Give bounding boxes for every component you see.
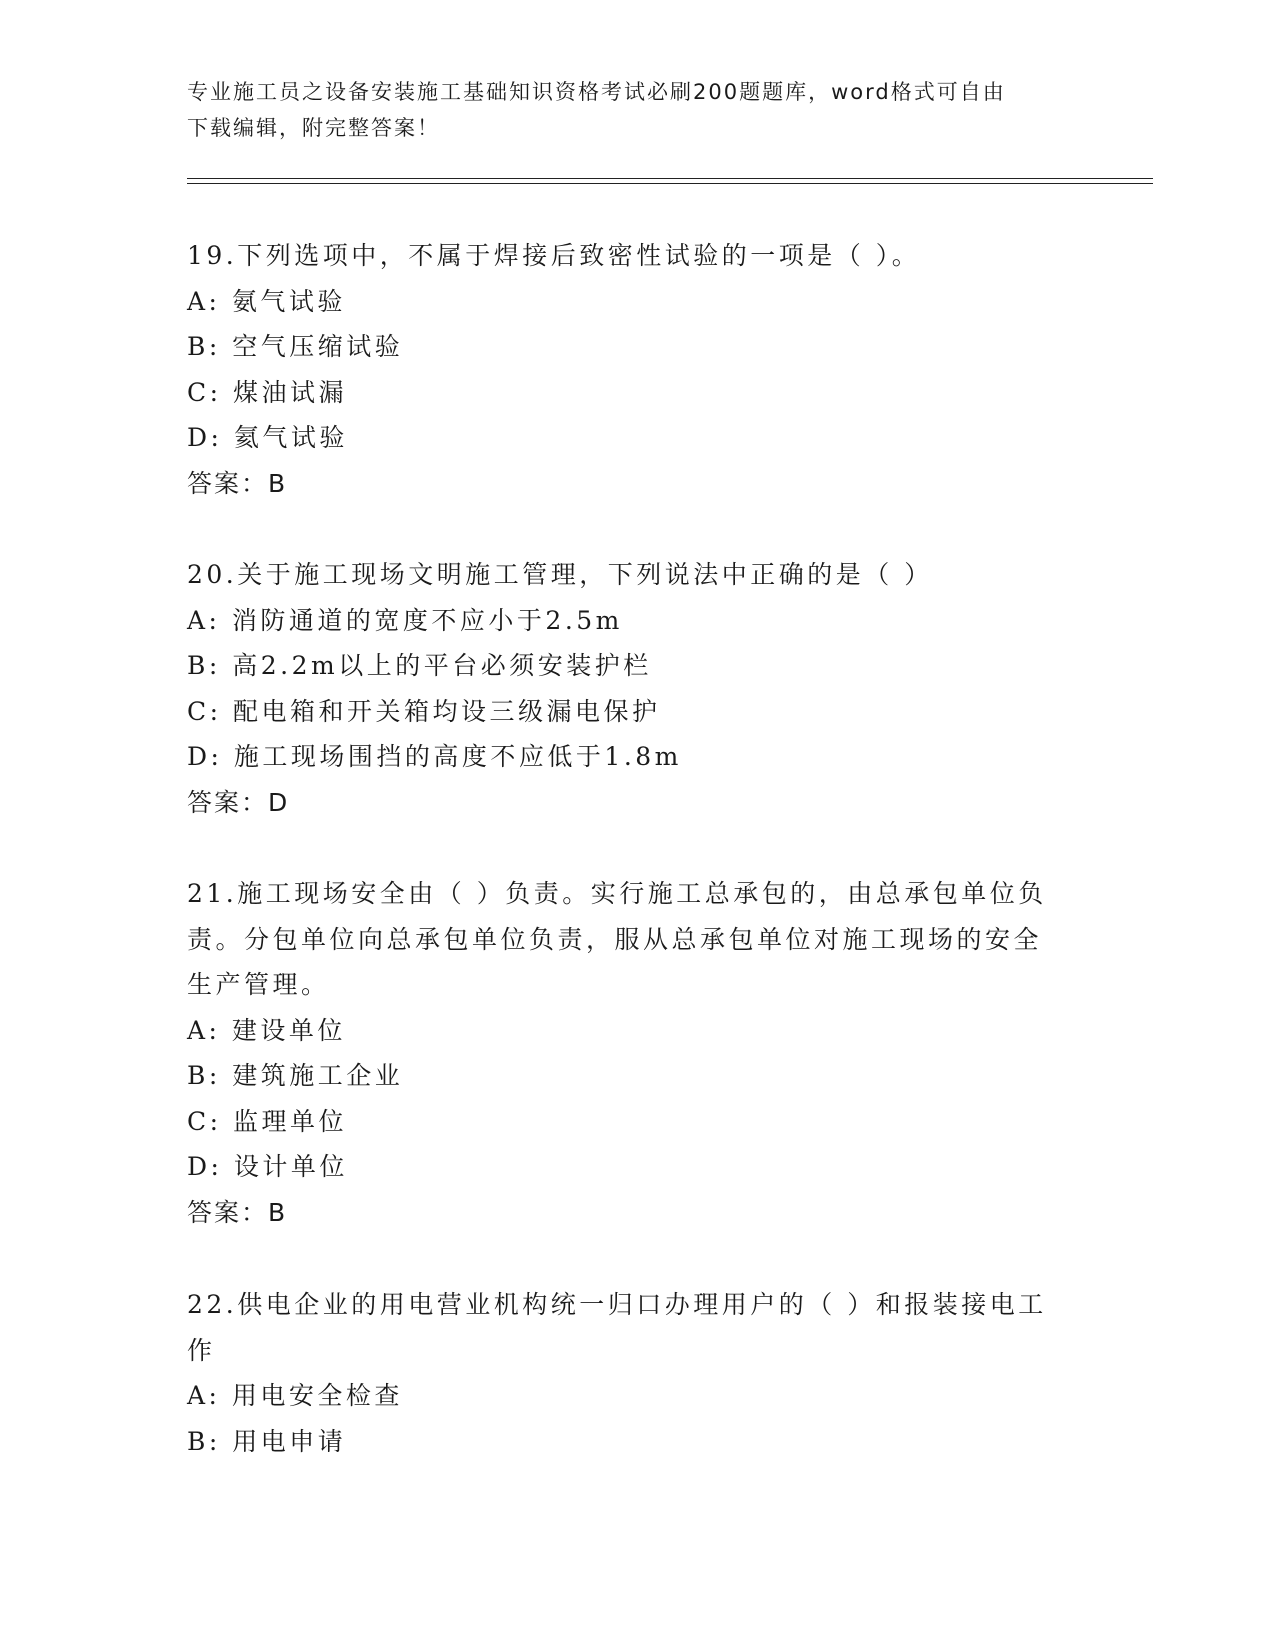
question-stem: 19.下列选项中，不属于焊接后致密性试验的一项是（ ）。 xyxy=(187,241,921,270)
header-divider-bottom xyxy=(187,183,1153,184)
header-line-2: 下载编辑，附完整答案！ xyxy=(187,116,440,140)
question-block xyxy=(187,1282,1067,1464)
answer-key: 答案：B xyxy=(187,468,288,498)
option-b: B: 用电申请 xyxy=(187,1426,347,1456)
option-d: D: 施工现场围挡的高度不应低于1.8m xyxy=(187,742,682,771)
option-a: A: 用电安全检查 xyxy=(187,1381,403,1410)
answer-key: 答案：D xyxy=(187,787,290,817)
option-a: A: 建设单位 xyxy=(187,1015,346,1045)
question-stem-line-2: 责。分包单位向总承包单位负责，服从总承包单位对施工现场的安全 xyxy=(187,924,1043,954)
option-b: B: 空气压缩试验 xyxy=(187,332,404,361)
question-stem-line-2: 作 xyxy=(187,1335,216,1365)
question-stem-line-3: 生产管理。 xyxy=(187,970,330,999)
question-stem-line-1: 21.施工现场安全由（ ）负责。实行施工总承包的，由总承包单位负 xyxy=(187,879,1047,908)
option-b: B: 建筑施工企业 xyxy=(187,1061,404,1090)
question-stem: 20.关于施工现场文明施工管理，下列说法中正确的是（ ） xyxy=(187,560,933,589)
question-block xyxy=(187,552,1067,825)
document-header xyxy=(187,74,1067,146)
question-stem-line-1: 22.供电企业的用电营业机构统一归口办理用户的（ ）和报装接电工 xyxy=(187,1290,1047,1319)
option-d: D: 氦气试验 xyxy=(187,423,348,452)
question-block xyxy=(187,233,1067,506)
option-d: D: 设计单位 xyxy=(187,1152,348,1181)
option-c: C: 监理单位 xyxy=(187,1106,347,1136)
header-line-1: 专业施工员之设备安装施工基础知识资格考试必刷200题题库，word格式可自由 xyxy=(187,80,1006,104)
answer-key: 答案：B xyxy=(187,1197,288,1227)
option-a: A: 消防通道的宽度不应小于2.5m xyxy=(187,605,623,635)
option-a: A: 氨气试验 xyxy=(187,286,346,316)
option-b: B: 高2.2m以上的平台必须安装护栏 xyxy=(187,651,652,680)
question-block xyxy=(187,871,1067,1235)
option-c: C: 配电箱和开关箱均设三级漏电保护 xyxy=(187,696,661,726)
header-divider-top xyxy=(187,178,1153,179)
option-c: C: 煤油试漏 xyxy=(187,377,347,407)
